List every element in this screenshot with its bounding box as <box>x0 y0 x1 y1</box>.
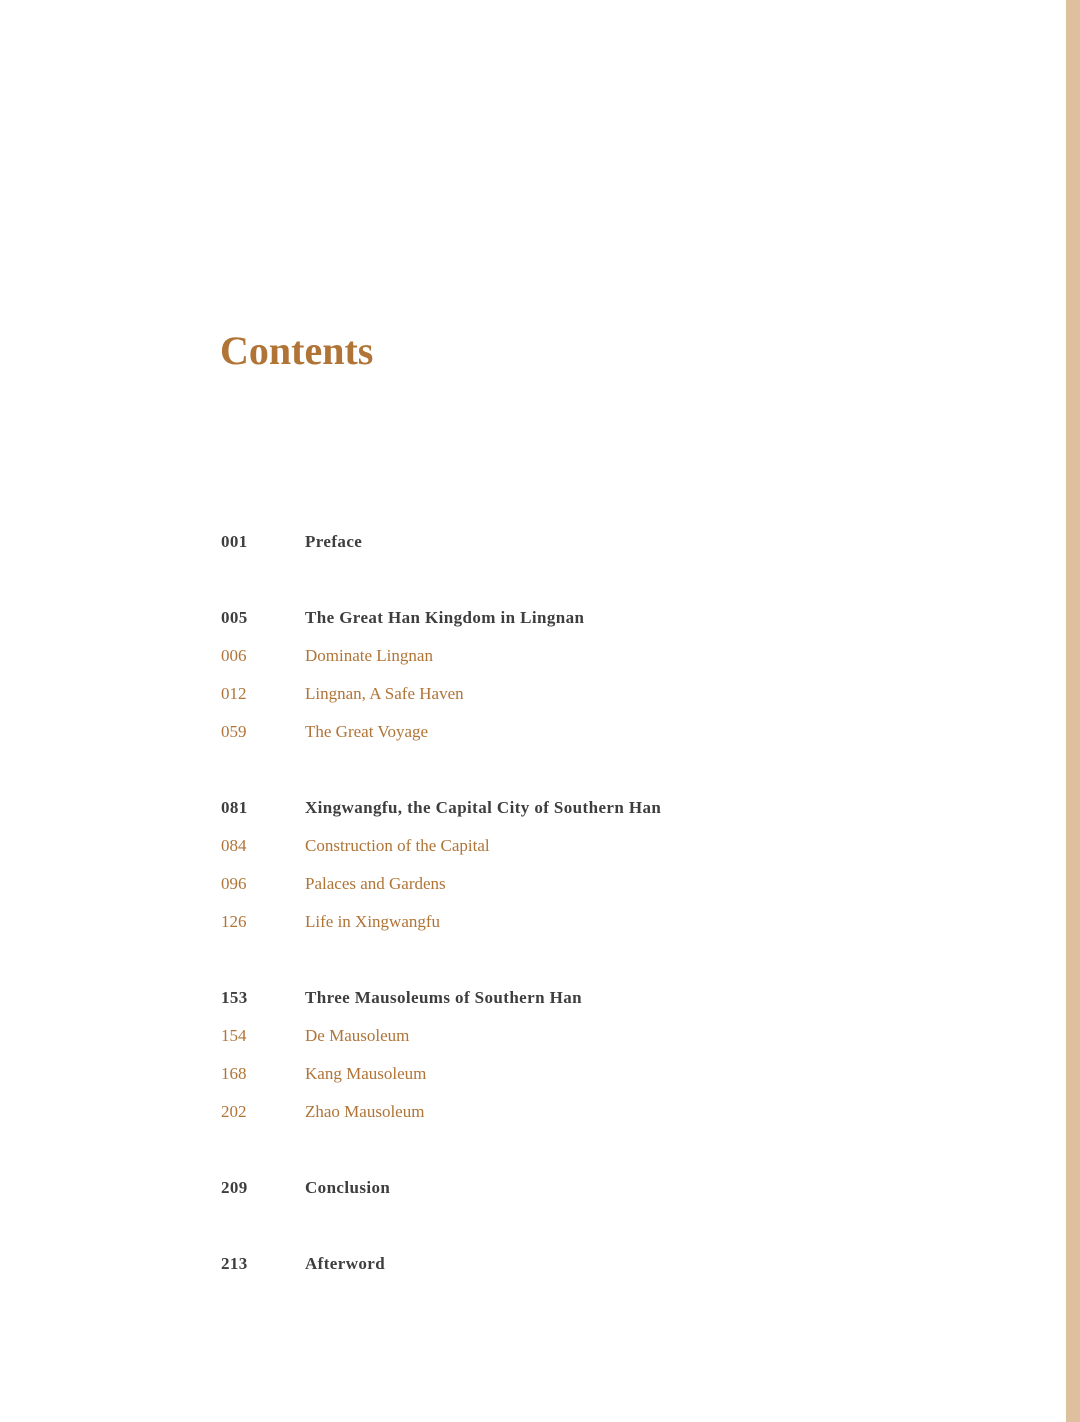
toc-section-afterword <box>221 1245 981 1283</box>
toc-page-number: 084 <box>221 836 247 855</box>
toc-entry-title: Kang Mausoleum <box>305 1064 427 1083</box>
toc-subentry-great-voyage[interactable] <box>221 713 981 751</box>
toc-entry-title: Xingwangfu, the Capital City of Southern Han <box>305 798 662 817</box>
toc-entry-title: Life in Xingwangfu <box>305 912 441 931</box>
toc-entry-title: Palaces and Gardens <box>305 874 446 893</box>
toc-entry-title: Conclusion <box>305 1178 391 1197</box>
toc-page-number: 005 <box>221 608 248 627</box>
toc-page-number: 153 <box>221 988 248 1007</box>
toc-entry-title: Dominate Lingnan <box>305 646 433 665</box>
toc-entry-preface[interactable] <box>221 523 981 561</box>
toc-entry-title: Preface <box>305 532 363 551</box>
toc-entry-great-han-kingdom[interactable] <box>221 599 981 637</box>
toc-page-number: 202 <box>221 1102 247 1121</box>
table-of-contents <box>221 523 981 1321</box>
page-edge-strip <box>1066 0 1080 1422</box>
toc-subentry-de-mausoleum[interactable] <box>221 1017 981 1055</box>
toc-page-number: 168 <box>221 1064 247 1083</box>
toc-entry-conclusion[interactable] <box>221 1169 981 1207</box>
toc-subentry-kang-mausoleum[interactable] <box>221 1055 981 1093</box>
toc-entry-title: Three Mausoleums of Southern Han <box>305 988 582 1007</box>
toc-entry-title: Afterword <box>305 1254 386 1273</box>
toc-section-great-han-kingdom <box>221 599 981 751</box>
toc-section-mausoleums <box>221 979 981 1131</box>
toc-subentry-zhao-mausoleum[interactable] <box>221 1093 981 1131</box>
toc-subentry-construction[interactable] <box>221 827 981 865</box>
toc-section-conclusion <box>221 1169 981 1207</box>
toc-page-number: 081 <box>221 798 248 817</box>
toc-subentry-dominate-lingnan[interactable] <box>221 637 981 675</box>
toc-section-preface <box>221 523 981 561</box>
toc-section-xingwangfu <box>221 789 981 941</box>
toc-entry-title: The Great Voyage <box>305 722 429 741</box>
toc-entry-title: Construction of the Capital <box>305 836 490 855</box>
toc-page-number: 126 <box>221 912 247 931</box>
toc-page-number: 154 <box>221 1026 247 1045</box>
toc-entry-afterword[interactable] <box>221 1245 981 1283</box>
page-title: Contents <box>220 328 374 373</box>
toc-page-number: 006 <box>221 646 247 665</box>
toc-entry-title: The Great Han Kingdom in Lingnan <box>305 608 585 627</box>
toc-entry-title: Zhao Mausoleum <box>305 1102 425 1121</box>
toc-page-number: 209 <box>221 1178 248 1197</box>
toc-subentry-safe-haven[interactable] <box>221 675 981 713</box>
toc-page-number: 096 <box>221 874 247 893</box>
toc-page-number: 012 <box>221 684 247 703</box>
toc-entry-mausoleums[interactable] <box>221 979 981 1017</box>
toc-subentry-palaces-gardens[interactable] <box>221 865 981 903</box>
toc-entry-xingwangfu[interactable] <box>221 789 981 827</box>
toc-entry-title: De Mausoleum <box>305 1026 410 1045</box>
toc-subentry-life-xingwangfu[interactable] <box>221 903 981 941</box>
toc-page-number: 001 <box>221 532 248 551</box>
toc-page-number: 059 <box>221 722 247 741</box>
toc-entry-title: Lingnan, A Safe Haven <box>305 684 464 703</box>
toc-page-number: 213 <box>221 1254 248 1273</box>
